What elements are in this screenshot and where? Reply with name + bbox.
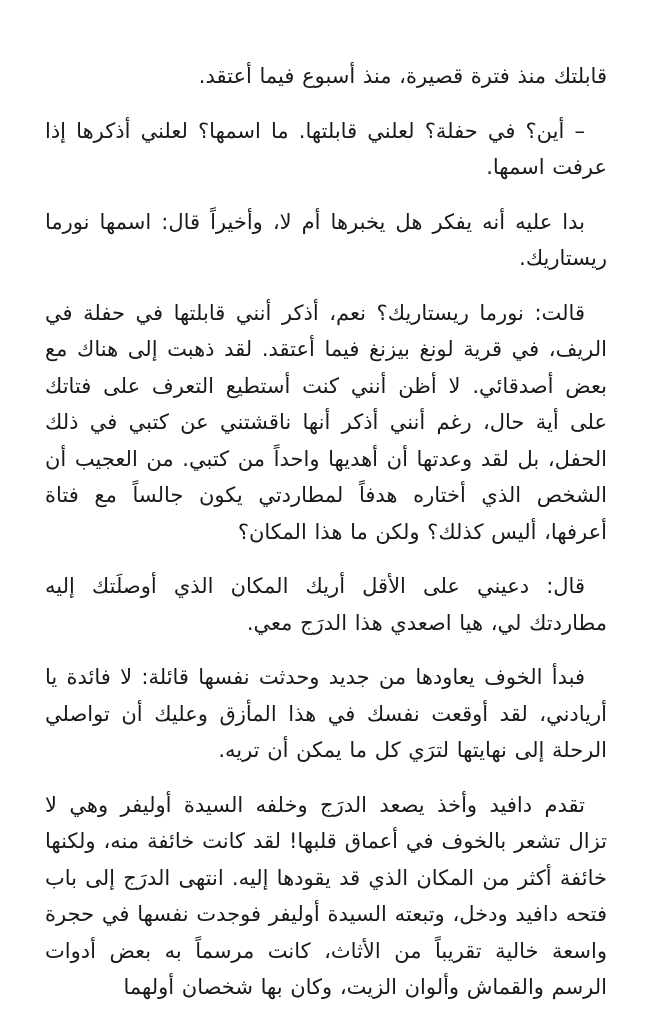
- paragraph-1: قابلتك منذ فترة قصيرة، منذ أسبوع فيما أعتقد.: [198, 64, 607, 88]
- paragraph-4: قالت: نورما ريستاريك؟ نعم، أذكر أنني قابلتها في حفلة في الريف، في قرية لونغ بيزنغ فيما أعتقد. لقد ذهبت إلى هناك مع بعض أصدقائي. لا أظن أنني كنت أستطيع التعرف على فتاتك على أية حال، رغم أنني أذكر أنها ناقشتني عن كتبي في ذلك الحفل، بل لقد وعدتها أن أهديها واحداً من كتبي. من العجيب أن الشخص الذي أختاره هدفاً لمطاردتي يكون جالساً مع فتاة أعرفها، أليس كذلك؟ ولكن ما هذا المكان؟: [45, 300, 607, 544]
- paragraph-3: بدا عليه أنه يفكر هل يخبرها أم لا، وأخيراً قال: اسمها نورما ريستاريك.: [45, 209, 607, 270]
- paragraph-7: تقدم دافيد وأخذ يصعد الدرَج وخلفه السيدة أوليفر وهي لا تزال تشعر بالخوف في أعماق قلبها! لقد كانت خائفة منه، ولكنها خائفة أكثر من المكان الذي قد يقودها إليه. انتهى الدرَج إلى باب فتحه دافيد ودخل، وتبعته السيدة أوليفر فوجدت نفسها في حجرة واسعة خالية تقريباً من الأثاث، كانت مرسماً به بعض أدوات الرسم والقماش وألوان الزيت، وكان بها شخصان أولهما: [45, 792, 607, 999]
- paragraph-6: فبدأ الخوف يعاودها من جديد وحدثت نفسها قائلة: لا فائدة يا أريادني، لقد أوقعت نفسك في هذا المأزق وعليك أن تواصلي الرحلة إلى نهايتها لترَي كل ما يمكن أن تريه.: [45, 665, 607, 762]
- book-page: [45, 58, 607, 1024]
- paragraph-5: قال: دعيني على الأقل أريك المكان الذي أوصلَتك إليه مطاردتك لي، هيا اصعدي هذا الدرَج معي.: [45, 574, 607, 635]
- paragraph-2: – أين؟ في حفلة؟ لعلني قابلتها. ما اسمها؟ لعلني أذكرها إذا عرفت اسمها.: [45, 118, 607, 179]
